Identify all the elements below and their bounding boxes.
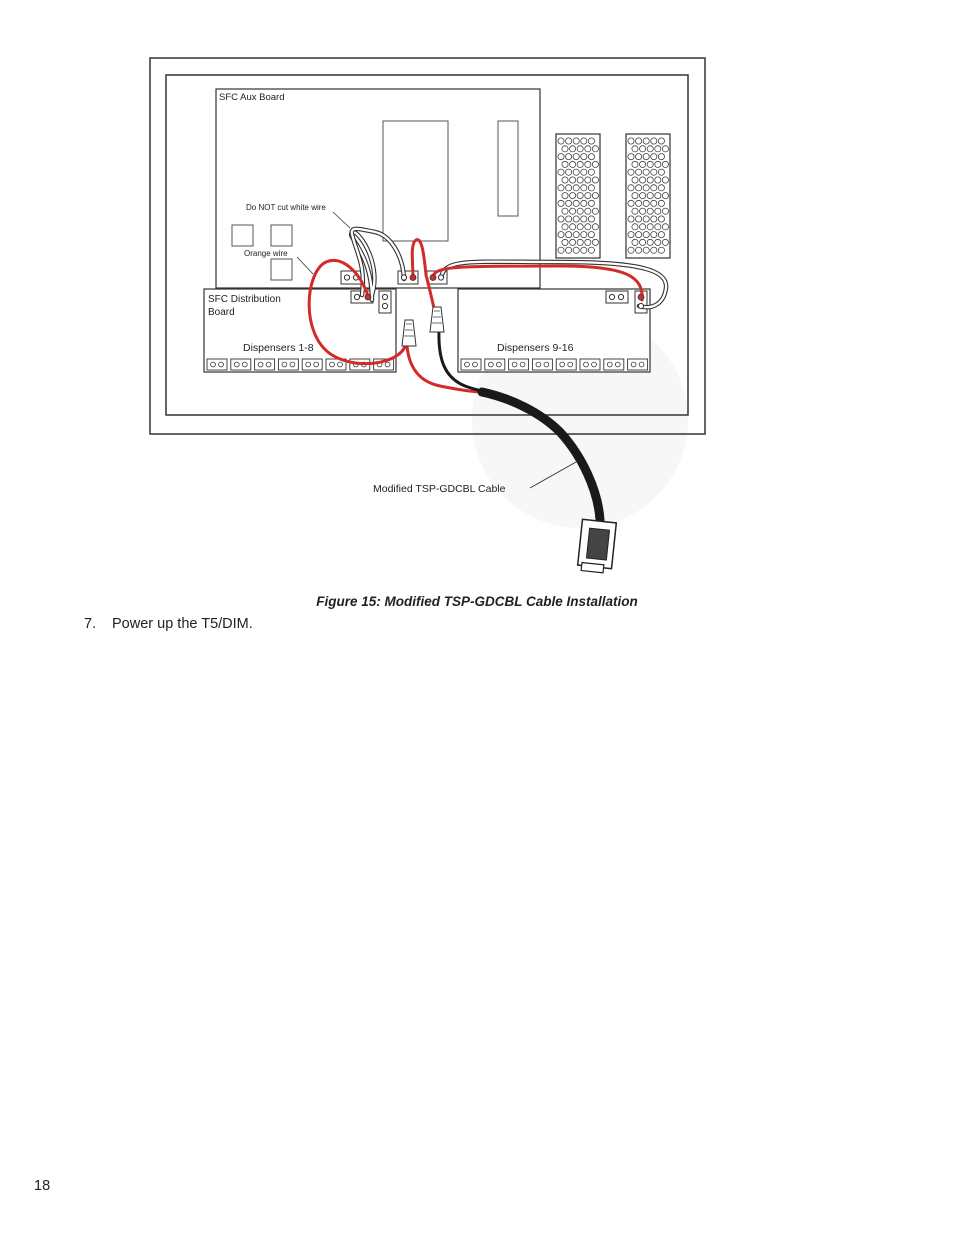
- terminal-hole: [558, 216, 564, 222]
- terminal-hole: [655, 146, 661, 152]
- terminal-hole: [632, 208, 638, 214]
- terminal-hole: [592, 208, 598, 214]
- terminal-hole: [573, 138, 579, 144]
- dispenser-connector: [556, 359, 576, 370]
- page-number: 18: [34, 1178, 51, 1194]
- terminal-hole: [566, 247, 572, 253]
- terminal-hole: [643, 247, 649, 253]
- orange-wire-label: Orange wire: [244, 249, 288, 258]
- terminal-hole: [581, 200, 587, 206]
- terminal-hole: [570, 146, 576, 152]
- terminal-hole: [640, 146, 646, 152]
- terminal-hole: [581, 169, 587, 175]
- terminal-hole: [658, 169, 664, 175]
- terminal-hole: [628, 216, 634, 222]
- terminal-hole: [592, 146, 598, 152]
- pin: [438, 275, 443, 280]
- distribution-board-label-2: Board: [208, 307, 235, 318]
- terminal-hole: [585, 146, 591, 152]
- terminal-hole: [558, 200, 564, 206]
- terminal-hole: [658, 232, 664, 238]
- terminal-hole: [570, 161, 576, 167]
- terminal-hole: [573, 216, 579, 222]
- dispensers-right-label: Dispensers 9-16: [497, 342, 574, 354]
- terminal-hole: [588, 200, 594, 206]
- terminal-hole: [585, 224, 591, 230]
- terminal-hole: [566, 200, 572, 206]
- terminal-hole: [581, 232, 587, 238]
- pin: [638, 303, 643, 308]
- terminal-hole: [636, 200, 642, 206]
- terminal-hole: [658, 216, 664, 222]
- dispenser-connector: [302, 359, 322, 370]
- aux-chip-large: [383, 121, 448, 241]
- dispenser-connector: [628, 359, 648, 370]
- terminal-hole: [573, 154, 579, 160]
- aux-square-1: [232, 225, 253, 246]
- terminal-hole: [592, 224, 598, 230]
- terminal-hole: [558, 138, 564, 144]
- terminal-hole: [585, 161, 591, 167]
- terminal-hole: [558, 185, 564, 191]
- terminal-hole: [588, 138, 594, 144]
- terminal-hole: [643, 200, 649, 206]
- terminal-hole: [566, 169, 572, 175]
- terminal-hole: [647, 161, 653, 167]
- terminal-hole: [640, 239, 646, 245]
- terminal-hole: [592, 177, 598, 183]
- terminal-hole: [658, 154, 664, 160]
- terminal-hole: [647, 224, 653, 230]
- terminal-hole: [636, 247, 642, 253]
- terminal-hole: [651, 154, 657, 160]
- terminal-hole: [558, 154, 564, 160]
- terminal-hole: [592, 161, 598, 167]
- terminal-hole: [643, 138, 649, 144]
- terminal-hole: [658, 185, 664, 191]
- terminal-hole: [651, 216, 657, 222]
- terminal-hole: [647, 208, 653, 214]
- terminal-hole: [651, 138, 657, 144]
- aux-board: [216, 89, 540, 288]
- pin-red-dot: [410, 275, 416, 281]
- terminal-hole: [655, 177, 661, 183]
- terminal-hole: [588, 216, 594, 222]
- terminal-hole: [588, 247, 594, 253]
- terminal-hole: [628, 185, 634, 191]
- dispenser-connector: [509, 359, 529, 370]
- aux-board-label: SFC Aux Board: [219, 92, 285, 103]
- terminal-hole: [658, 138, 664, 144]
- terminal-hole: [636, 138, 642, 144]
- step-7: [84, 616, 253, 632]
- terminal-hole: [662, 146, 668, 152]
- terminal-hole: [562, 177, 568, 183]
- wire-nut-right: [430, 307, 444, 332]
- terminal-hole: [581, 154, 587, 160]
- terminal-hole: [570, 224, 576, 230]
- figure-caption: Figure 15: Modified TSP-GDCBL Cable Installation: [316, 594, 638, 609]
- terminal-hole: [577, 146, 583, 152]
- terminal-hole: [566, 154, 572, 160]
- aux-square-3: [271, 259, 292, 280]
- pin: [354, 294, 359, 299]
- terminal-hole: [585, 177, 591, 183]
- terminal-hole: [577, 177, 583, 183]
- terminal-hole: [588, 232, 594, 238]
- pin-red-dot: [638, 294, 644, 300]
- terminal-hole: [632, 177, 638, 183]
- terminal-hole: [632, 239, 638, 245]
- terminal-hole: [573, 185, 579, 191]
- terminal-hole: [577, 193, 583, 199]
- terminal-hole: [628, 154, 634, 160]
- wiring-figure: [0, 0, 954, 600]
- terminal-hole: [558, 169, 564, 175]
- terminal-hole: [662, 208, 668, 214]
- terminal-hole: [628, 247, 634, 253]
- terminal-hole: [647, 239, 653, 245]
- terminal-hole: [588, 154, 594, 160]
- pin: [401, 275, 406, 280]
- terminal-hole: [628, 138, 634, 144]
- terminal-hole: [651, 232, 657, 238]
- terminal-hole: [632, 193, 638, 199]
- pin-red-dot: [430, 275, 436, 281]
- terminal-hole: [570, 193, 576, 199]
- terminal-hole: [588, 185, 594, 191]
- terminal-hole: [640, 208, 646, 214]
- terminal-hole: [655, 208, 661, 214]
- dispenser-connector: [604, 359, 624, 370]
- terminal-hole: [647, 177, 653, 183]
- do-not-cut-label: Do NOT cut white wire: [246, 203, 326, 212]
- cable-label: Modified TSP-GDCBL Cable: [373, 483, 506, 495]
- terminal-hole: [640, 177, 646, 183]
- terminal-hole: [566, 216, 572, 222]
- terminal-hole: [570, 177, 576, 183]
- terminal-hole: [662, 239, 668, 245]
- terminal-hole: [566, 185, 572, 191]
- terminal-hole: [628, 232, 634, 238]
- terminal-hole: [562, 224, 568, 230]
- terminal-hole: [632, 146, 638, 152]
- dispenser-connector: [231, 359, 251, 370]
- terminal-hole: [581, 185, 587, 191]
- terminal-hole: [588, 169, 594, 175]
- terminal-hole: [581, 138, 587, 144]
- terminal-hole: [558, 232, 564, 238]
- dispenser-connector: [580, 359, 600, 370]
- terminal-hole: [562, 239, 568, 245]
- terminal-hole: [640, 224, 646, 230]
- terminal-block-left: [556, 134, 600, 258]
- terminal-hole: [643, 232, 649, 238]
- terminal-hole: [562, 193, 568, 199]
- wire-nut-left: [402, 320, 416, 346]
- terminal-hole: [643, 169, 649, 175]
- terminal-hole: [662, 224, 668, 230]
- terminal-hole: [562, 146, 568, 152]
- terminal-hole: [573, 200, 579, 206]
- terminal-hole: [658, 200, 664, 206]
- step-number: 7.: [84, 616, 97, 632]
- terminal-hole: [636, 185, 642, 191]
- terminal-hole: [558, 247, 564, 253]
- terminal-hole: [581, 216, 587, 222]
- dispenser-connector: [532, 359, 552, 370]
- terminal-hole: [585, 208, 591, 214]
- terminal-hole: [562, 208, 568, 214]
- terminal-block-right: [626, 134, 670, 258]
- terminal-hole: [651, 247, 657, 253]
- terminal-hole: [573, 247, 579, 253]
- terminal-hole: [592, 193, 598, 199]
- terminal-hole: [651, 185, 657, 191]
- terminal-hole: [655, 161, 661, 167]
- terminal-hole: [651, 200, 657, 206]
- terminal-hole: [643, 216, 649, 222]
- terminal-hole: [658, 247, 664, 253]
- dispenser-connector: [255, 359, 275, 370]
- terminal-hole: [636, 169, 642, 175]
- terminal-hole: [643, 185, 649, 191]
- terminal-hole: [581, 247, 587, 253]
- terminal-hole: [628, 169, 634, 175]
- terminal-hole: [662, 161, 668, 167]
- terminal-hole: [585, 193, 591, 199]
- terminal-hole: [655, 224, 661, 230]
- distribution-board-label-1: SFC Distribution: [208, 294, 281, 305]
- terminal-hole: [647, 146, 653, 152]
- terminal-hole: [577, 239, 583, 245]
- db9-connector: [578, 519, 617, 572]
- terminal-hole: [651, 169, 657, 175]
- terminal-hole: [643, 154, 649, 160]
- dispenser-connector: [207, 359, 227, 370]
- terminal-hole: [662, 177, 668, 183]
- terminal-hole: [636, 232, 642, 238]
- terminal-hole: [562, 161, 568, 167]
- aux-square-2: [271, 225, 292, 246]
- aux-chip-small: [498, 121, 518, 216]
- terminal-hole: [636, 216, 642, 222]
- terminal-hole: [577, 208, 583, 214]
- dispenser-connector: [278, 359, 298, 370]
- terminal-hole: [662, 193, 668, 199]
- terminal-hole: [577, 224, 583, 230]
- terminal-hole: [632, 161, 638, 167]
- terminal-hole: [570, 208, 576, 214]
- dispensers-left-label: Dispensers 1-8: [243, 342, 314, 354]
- step-text: Power up the T5/DIM.: [112, 616, 253, 632]
- terminal-hole: [655, 193, 661, 199]
- terminal-hole: [566, 232, 572, 238]
- terminal-hole: [585, 239, 591, 245]
- dispenser-connector: [485, 359, 505, 370]
- terminal-hole: [577, 161, 583, 167]
- terminal-hole: [573, 232, 579, 238]
- terminal-hole: [640, 193, 646, 199]
- terminal-hole: [647, 193, 653, 199]
- terminal-hole: [655, 239, 661, 245]
- terminal-hole: [640, 161, 646, 167]
- terminal-hole: [632, 224, 638, 230]
- terminal-hole: [628, 200, 634, 206]
- terminal-hole: [636, 154, 642, 160]
- terminal-hole: [566, 138, 572, 144]
- dispenser-connector: [461, 359, 481, 370]
- terminal-hole: [592, 239, 598, 245]
- pin-red-dot: [365, 294, 371, 300]
- terminal-hole: [570, 239, 576, 245]
- terminal-hole: [573, 169, 579, 175]
